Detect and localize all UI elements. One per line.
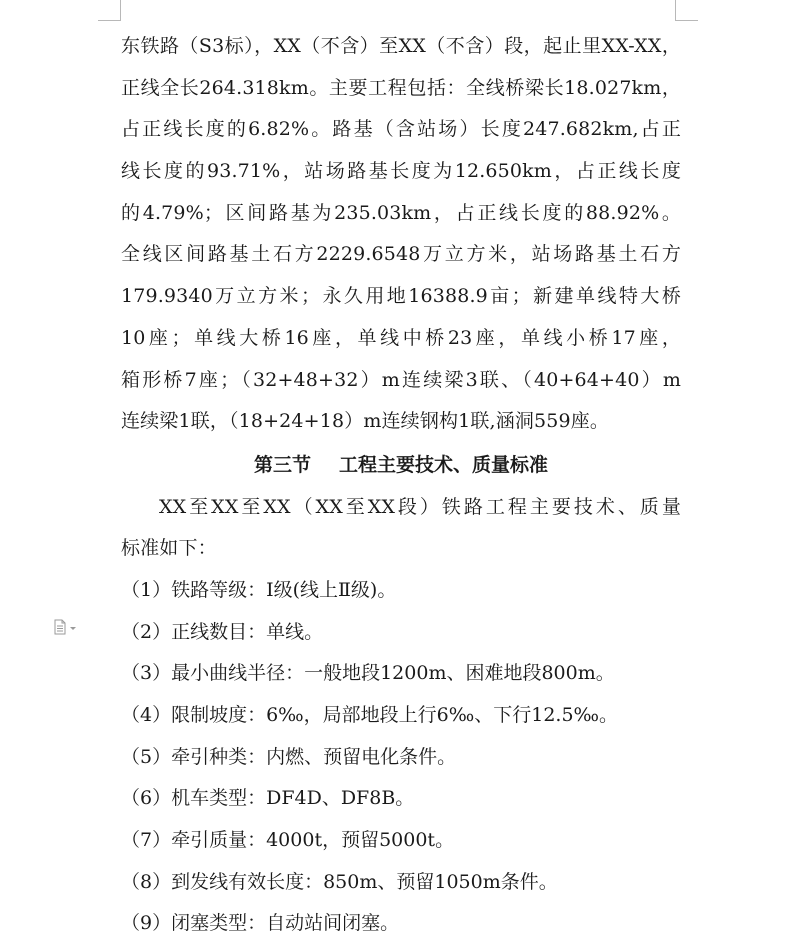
- section-number: 第三节: [253, 453, 311, 476]
- list-item: （8）到发线有效长度：850m、预留1050m条件。: [121, 870, 558, 893]
- text-line: 连续梁1联，（18+24+18）m连续钢构1联,涵洞559座。: [121, 410, 610, 433]
- text-line: 全线区间路基土石方2229.6548万立方米，站场路基土石方: [121, 243, 681, 266]
- text-line: 正线全长264.318km。主要工程包括：全线桥梁长18.027km，: [121, 76, 681, 99]
- text-line: 东铁路（S3标），XX（不含）至XX（不含）段，起止里XX-XX，: [121, 35, 681, 57]
- list-item: （2）正线数目：单线。: [121, 620, 324, 643]
- list-item: （7）牵引质量：4000t，预留5000t。: [121, 829, 455, 852]
- paragraph-intro: [121, 487, 681, 570]
- list-item: （3）最小曲线半径：一般地段1200m、困难地段800m。: [121, 662, 615, 685]
- document-body: [121, 26, 681, 939]
- list-item: （9）闭塞类型：自动站间闭塞。: [121, 912, 400, 935]
- text-line: 标准如下：: [121, 537, 217, 560]
- text-line: XX至XX至XX（XX至XX段）铁路工程主要技术、质量: [159, 495, 681, 518]
- list-item: （4）限制坡度：6‰，局部地段上行6‰、下行12.5‰。: [121, 704, 619, 726]
- section-title: 工程主要技术、质量标准: [339, 453, 549, 476]
- text-line: 线长度的93.71%，站场路基长度为12.650km，占正线长度: [121, 160, 681, 183]
- text-line: 179.9340万立方米；永久用地16388.9亩；新建单线特大桥: [121, 285, 681, 308]
- paragraph-project-overview: [121, 26, 681, 443]
- text-line: 的4.79%；区间路基为235.03km，占正线长度的88.92%。: [121, 201, 681, 224]
- text-line: 占正线长度的6.82%。路基（含站场）长度247.682km,占正: [121, 118, 681, 141]
- standards-list: [121, 570, 681, 939]
- list-item: （5）牵引种类：内燃、预留电化条件。: [121, 745, 457, 768]
- section-heading: [121, 443, 681, 487]
- document-options-icon[interactable]: [53, 619, 83, 635]
- text-line: 箱形桥7座；（32+48+32）m连续梁3联、（40+64+40）m: [121, 368, 681, 391]
- page-corner-mark-left: [98, 0, 121, 21]
- page-corner-mark-right: [675, 0, 698, 21]
- list-item: （1）铁路等级：Ⅰ级(线上Ⅱ级)。: [121, 578, 397, 601]
- list-item: （6）机车类型：DF4D、DF8B。: [121, 787, 415, 810]
- text-line: 10座；单线大桥16座，单线中桥23座，单线小桥17座，: [121, 326, 681, 349]
